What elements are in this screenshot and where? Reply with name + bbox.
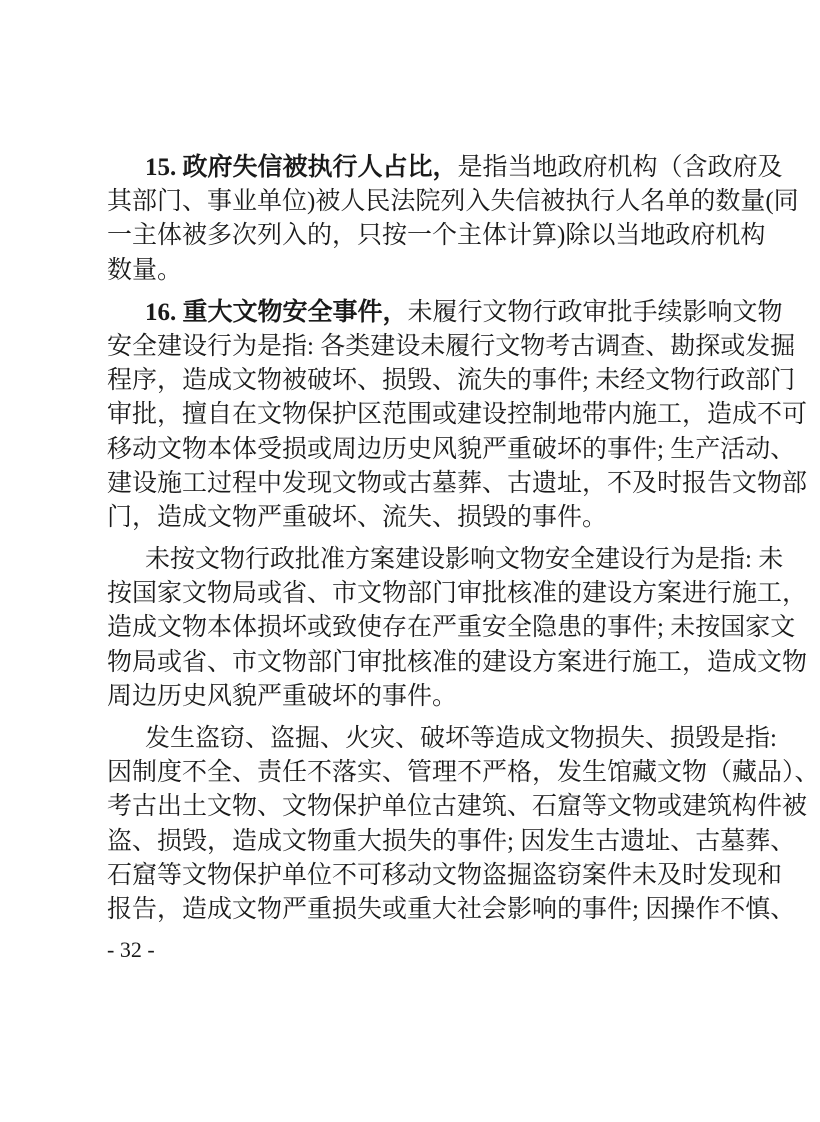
text-line <box>107 296 783 330</box>
line-text: 未履行文物行政审批手续影响文物 <box>407 298 783 326</box>
paragraph <box>107 722 820 927</box>
line-text: 盗、损毁，造成文物重大损失的事件; 因发生古遗址、古墓葬、 <box>107 827 796 855</box>
term-heading: 16. 重大文物安全事件， <box>145 298 408 326</box>
text-line <box>107 611 796 645</box>
line-text: 建设施工过程中发现文物或古墓葬、古遗址，不及时报告文物部 <box>107 469 808 497</box>
text-line <box>107 825 796 859</box>
line-text: 物局或省、市文物部门审批核准的建设方案进行施工，造成文物 <box>107 648 808 676</box>
line-text: 发生盗窃、盗掘、火灾、破坏等造成文物损失、损毁是指: <box>145 725 777 752</box>
paragraph <box>107 543 808 714</box>
term-heading: 15. 政府失信被执行人占比， <box>145 154 458 181</box>
line-text: 按国家文物局或省、市文物部门审批核准的建设方案进行施工， <box>107 580 808 608</box>
line-text: 审批，擅自在文物保护区范围或建设控制地带内施工，造成不可 <box>107 401 808 429</box>
line-text: 造成文物本体损坏或致使存在严重安全隐患的事件; 未按国家文 <box>107 614 796 642</box>
text-line <box>107 577 808 611</box>
text-line <box>107 151 783 185</box>
line-text: 其部门、事业单位)被人民法院列入失信被执行人名单的数量(同 <box>107 188 799 216</box>
text-line <box>107 467 808 501</box>
text-line <box>107 680 689 714</box>
line-text: 移动文物本体受损或周边历史风貌严重破坏的事件; 生产活动、 <box>107 435 796 463</box>
paragraph <box>107 296 808 535</box>
line-text: 一主体被多次列入的，只按一个主体计算)除以当地政府机构 <box>107 222 766 250</box>
line-text: 门，造成文物严重破坏、流失、损毁的事件。 <box>107 503 608 531</box>
page-number: - 32 - <box>107 937 155 962</box>
text-line <box>107 646 808 680</box>
text-line <box>107 398 808 432</box>
text-line <box>107 433 796 467</box>
line-text: 报告，造成文物严重损失或重大社会影响的事件; 因操作不慎、 <box>107 895 796 923</box>
line-text: 石窟等文物保护单位不可移动文物盗掘盗窃案件未及时发现和 <box>107 861 783 889</box>
text-line <box>107 219 766 253</box>
line-text: 周边历史风貌严重破坏的事件。 <box>107 682 458 710</box>
line-text: 程序，造成文物被破坏、损毁、流失的事件; 未经文物行政部门 <box>107 367 796 395</box>
line-text: 因制度不全、责任不落实、管理不严格，发生馆藏文物（藏品）、 <box>107 759 820 787</box>
paragraph <box>107 151 799 288</box>
text-line <box>107 330 796 364</box>
text-line <box>107 756 820 790</box>
line-text: 安全建设行为是指: 各类建设未履行文物考古调查、勘探或发掘 <box>107 332 796 360</box>
text-line <box>107 185 799 219</box>
text-line <box>107 893 796 927</box>
document-body <box>107 151 820 935</box>
text-line <box>107 722 777 756</box>
text-line <box>107 501 689 535</box>
text-line <box>107 364 796 398</box>
line-text: 是指当地政府机构（含政府及 <box>457 154 783 181</box>
line-text: 考古出土文物、文物保护单位古建筑、石窟等文物或建筑构件被 <box>107 793 808 821</box>
line-text: 数量。 <box>107 256 183 284</box>
text-line <box>107 790 808 824</box>
line-text: 未按文物行政批准方案建设影响文物安全建设行为是指: 未 <box>145 546 784 574</box>
text-line <box>107 859 783 893</box>
text-line <box>107 254 689 288</box>
text-line <box>107 543 784 577</box>
